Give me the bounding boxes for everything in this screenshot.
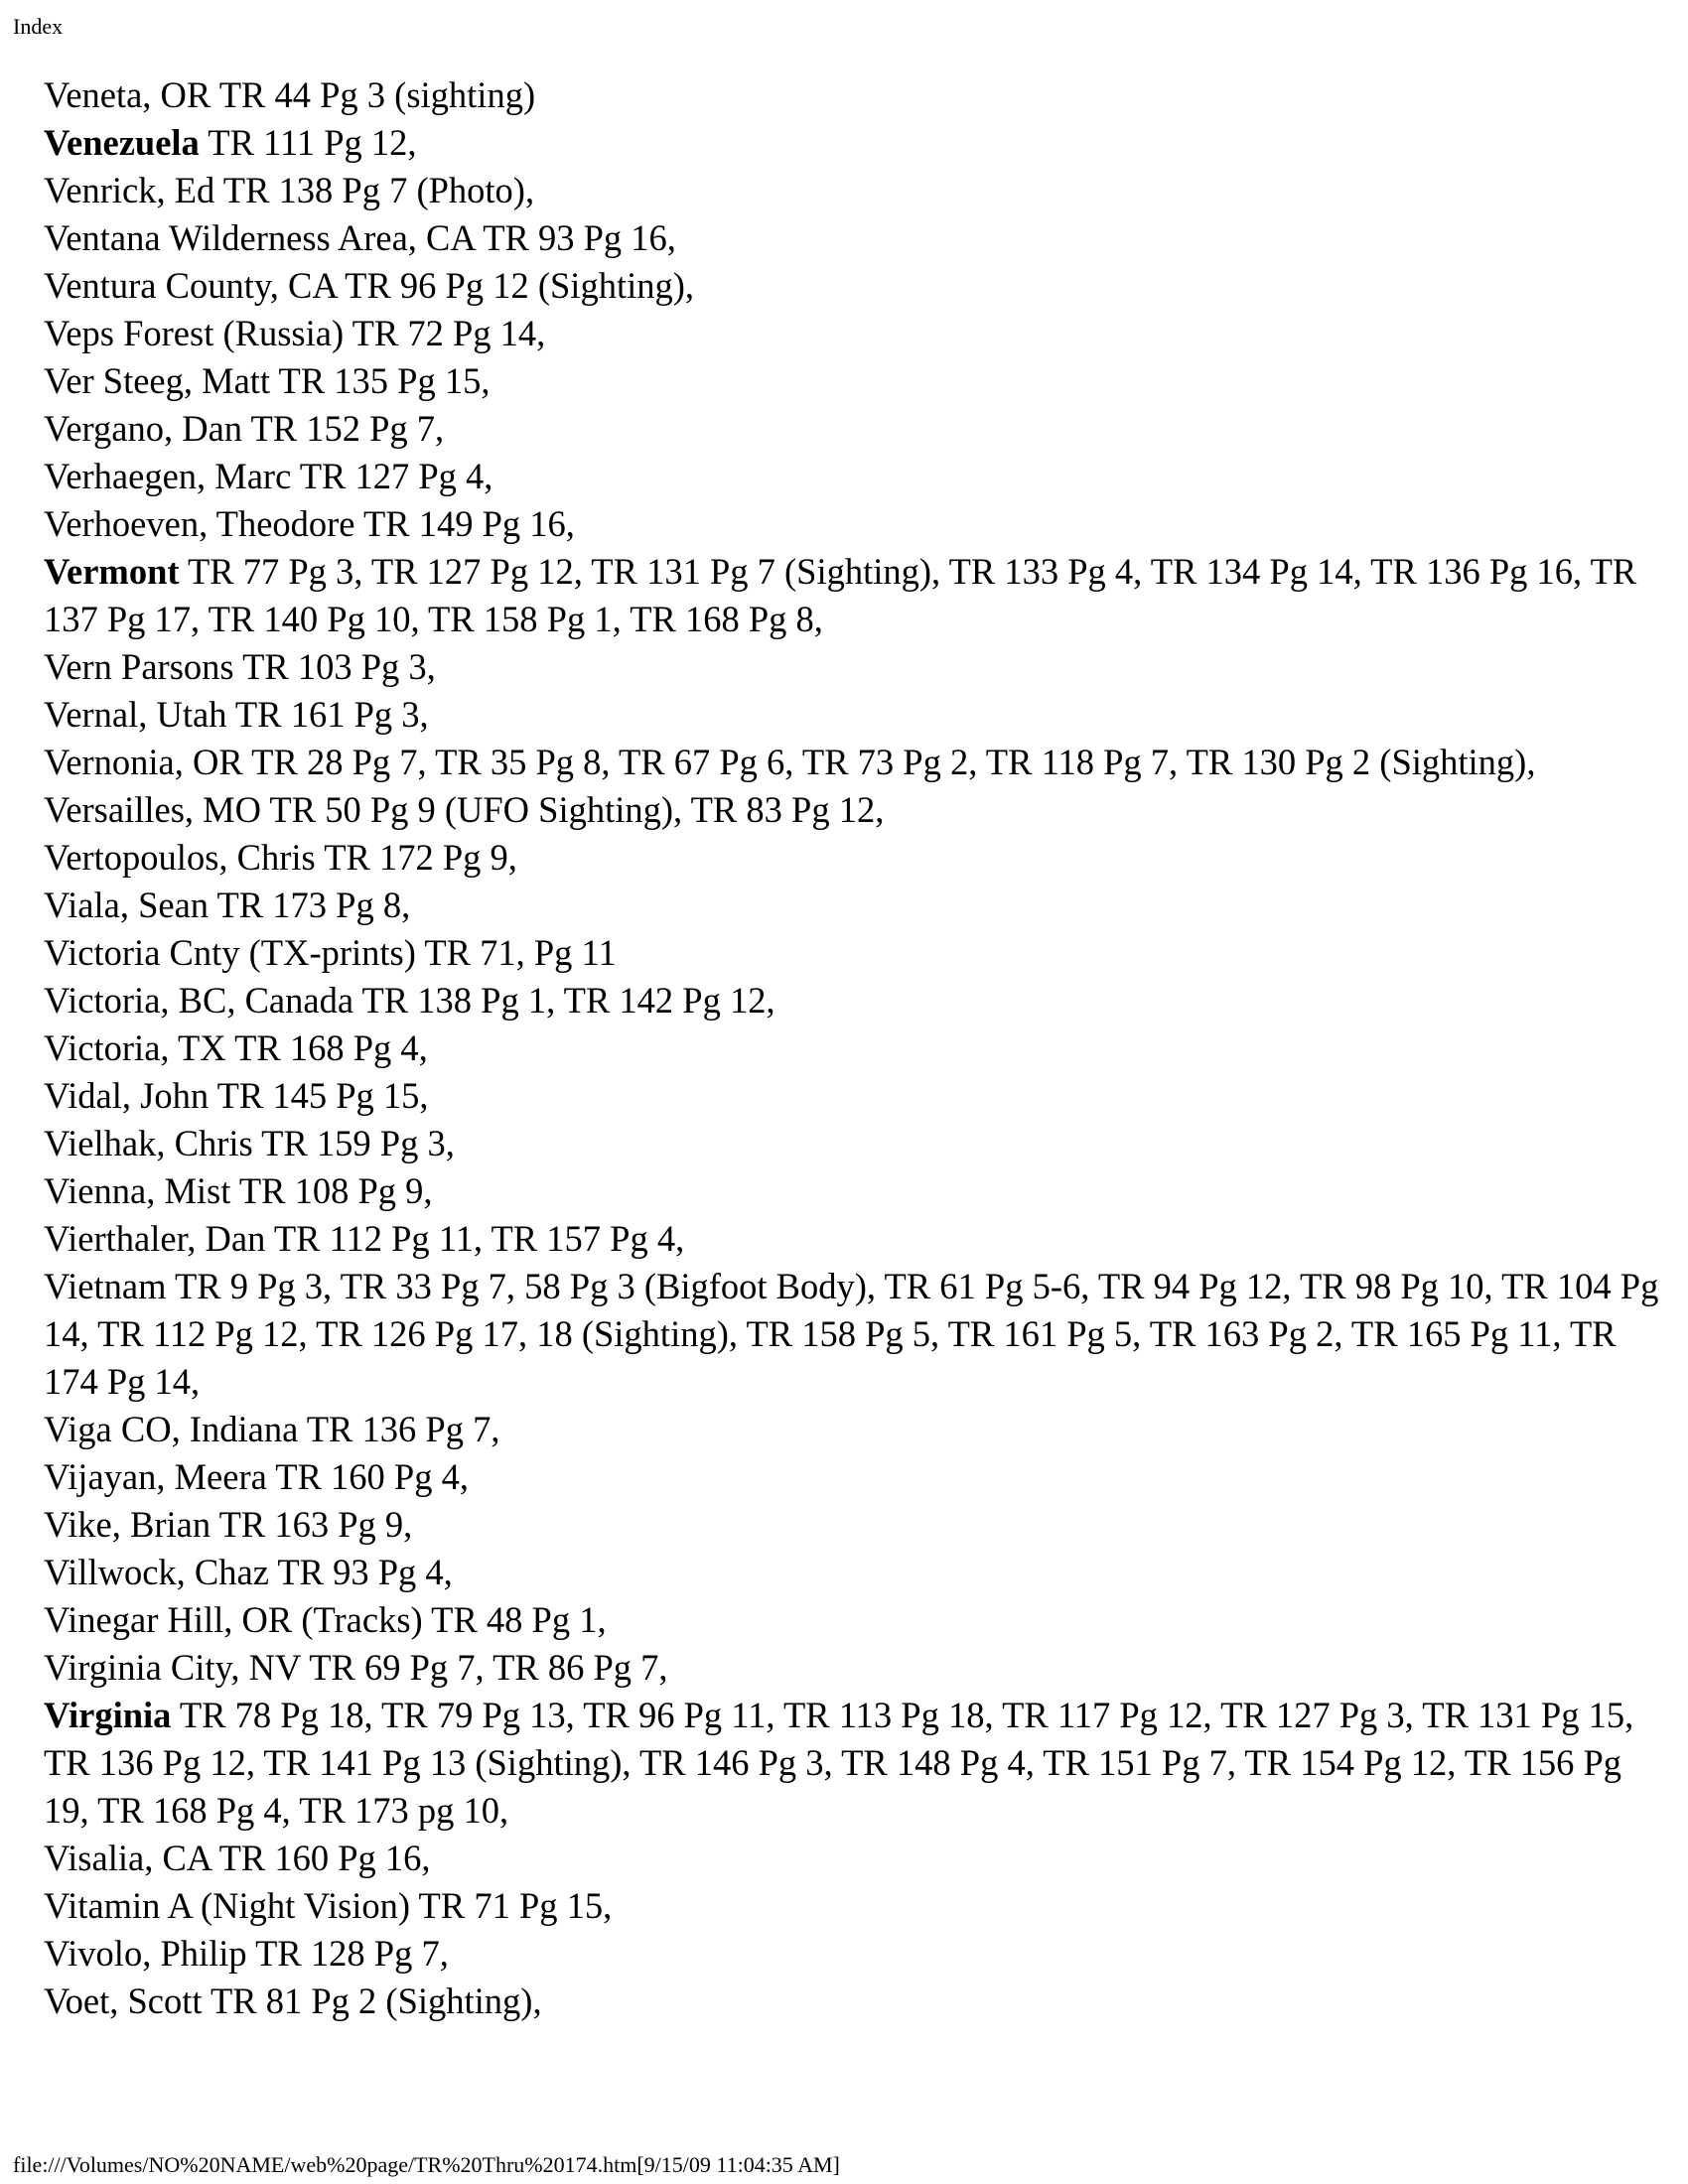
index-entry-text: Vivolo, Philip TR 128 Pg 7, [44,1933,449,1974]
page-header: Index [13,14,64,39]
index-entry-text: Vernal, Utah TR 161 Pg 3, [44,694,429,735]
index-entry [44,357,1662,405]
index-entry-text: Victoria Cnty (TX-prints) TR 71, Pg 11 [44,932,617,973]
index-entry-heading: Vermont [44,551,180,592]
index-entry [44,834,1662,882]
index-entry [44,1120,1662,1167]
index-entry-text: Vierthaler, Dan TR 112 Pg 11, TR 157 Pg 4, [44,1218,685,1259]
index-entries [44,71,1662,2025]
index-entry [44,1215,1662,1263]
index-entry [44,1644,1662,1692]
index-entry [44,1930,1662,1978]
index-entry-text: Vern Parsons TR 103 Pg 3, [44,646,436,687]
index-entry [44,262,1662,310]
index-entry-text: Viga CO, Indiana TR 136 Pg 7, [44,1409,500,1449]
index-entry-text: Vernonia, OR TR 28 Pg 7, TR 35 Pg 8, TR 67 Pg 6, TR 73 Pg 2, TR 118 Pg 7, TR 130 Pg 2 (Sighting), [44,742,1536,782]
index-entry-text: Ver Steeg, Matt TR 135 Pg 15, [44,360,491,401]
index-entry [44,1692,1662,1835]
page-footer-path: file:///Volumes/NO%20NAME/web%20page/TR%20Thru%20174.htm[9/15/09 11:04:35 AM] [13,2152,840,2177]
index-entry [44,882,1662,929]
index-entry [44,1501,1662,1549]
index-entry [44,739,1662,786]
index-entry [44,1167,1662,1215]
index-entry-text: Versailles, MO TR 50 Pg 9 (UFO Sighting), TR 83 Pg 12, [44,789,885,830]
index-entry-text: Vietnam TR 9 Pg 3, TR 33 Pg 7, 58 Pg 3 (Bigfoot Body), TR 61 Pg 5-6, TR 94 Pg 12, TR 98 Pg 10, TR 104 Pg 14, TR 112 Pg 12, TR 126 Pg 17, 18 (Sighting), TR 158 Pg 5, TR 161 Pg 5, TR 163 Pg 2, TR 165 Pg 11, TR 174 Pg 14, [44,1266,1659,1402]
index-entry-text: Vergano, Dan TR 152 Pg 7, [44,408,445,449]
index-entry [44,1978,1662,2025]
index-entry [44,453,1662,500]
index-entry-text: TR 78 Pg 18, TR 79 Pg 13, TR 96 Pg 11, TR 113 Pg 18, TR 117 Pg 12, TR 127 Pg 3, TR 131 Pg 15, TR 136 Pg 12, TR 141 Pg 13 (Sighting), TR 146 Pg 3, TR 148 Pg 4, TR 151 Pg 7, TR 154 Pg 12, TR 156 Pg 19, TR 168 Pg 4, TR 173 pg 10, [44,1695,1634,1831]
index-entry-text: Virginia City, NV TR 69 Pg 7, TR 86 Pg 7, [44,1647,668,1688]
index-entry [44,71,1662,119]
index-entry-text: Ventura County, CA TR 96 Pg 12 (Sighting), [44,265,695,306]
index-entry [44,1453,1662,1501]
index-entry [44,1835,1662,1882]
index-entry [44,977,1662,1024]
index-entry [44,1596,1662,1644]
index-entry [44,929,1662,977]
index-entry-text: Ventana Wilderness Area, CA TR 93 Pg 16, [44,217,676,258]
index-entry [44,1406,1662,1453]
index-entry-text: TR 77 Pg 3, TR 127 Pg 12, TR 131 Pg 7 (Sighting), TR 133 Pg 4, TR 134 Pg 14, TR 136 Pg 16, TR 137 Pg 17, TR 140 Pg 10, TR 158 Pg 1, TR 168 Pg 8, [44,551,1637,639]
index-entry [44,1072,1662,1120]
index-entry-text: Vielhak, Chris TR 159 Pg 3, [44,1123,455,1163]
index-entry [44,1882,1662,1930]
index-entry-text: Veneta, OR TR 44 Pg 3 (sighting) [44,74,536,115]
index-entry [44,214,1662,262]
index-entry-text: Verhaegen, Marc TR 127 Pg 4, [44,456,493,496]
index-entry [44,1263,1662,1406]
index-entry [44,643,1662,691]
index-entry-text: Voet, Scott TR 81 Pg 2 (Sighting), [44,1980,542,2021]
index-entry [44,548,1662,643]
index-entry-text: Vitamin A (Night Vision) TR 71 Pg 15, [44,1885,613,1926]
index-entry-text: Venrick, Ed TR 138 Pg 7 (Photo), [44,170,535,210]
index-entry-text: Victoria, BC, Canada TR 138 Pg 1, TR 142 Pg 12, [44,980,775,1021]
index-entry-text: Viala, Sean TR 173 Pg 8, [44,885,411,925]
index-entry-text: Veps Forest (Russia) TR 72 Pg 14, [44,313,546,353]
index-entry-text: TR 111 Pg 12, [199,122,417,163]
index-entry-heading: Venezuela [44,122,200,163]
index-entry [44,500,1662,548]
index-entry-text: Vike, Brian TR 163 Pg 9, [44,1504,413,1545]
index-entry [44,1549,1662,1596]
index-entry [44,405,1662,453]
index-entry [44,119,1662,167]
index-entry-text: Victoria, TX TR 168 Pg 4, [44,1027,428,1068]
index-entry [44,786,1662,834]
index-entry-text: Vinegar Hill, OR (Tracks) TR 48 Pg 1, [44,1599,607,1640]
index-entry-text: Villwock, Chaz TR 93 Pg 4, [44,1552,453,1592]
index-entry [44,310,1662,357]
index-entry-text: Vidal, John TR 145 Pg 15, [44,1075,429,1116]
index-entry [44,167,1662,214]
index-entry-text: Vertopoulos, Chris TR 172 Pg 9, [44,837,517,878]
index-entry [44,691,1662,739]
index-entry-heading: Virginia [44,1695,172,1735]
index-entry-text: Visalia, CA TR 160 Pg 16, [44,1838,431,1878]
index-entry-text: Vienna, Mist TR 108 Pg 9, [44,1170,433,1211]
index-entry-text: Vijayan, Meera TR 160 Pg 4, [44,1456,469,1497]
index-entry-text: Verhoeven, Theodore TR 149 Pg 16, [44,503,575,544]
index-entry [44,1024,1662,1072]
